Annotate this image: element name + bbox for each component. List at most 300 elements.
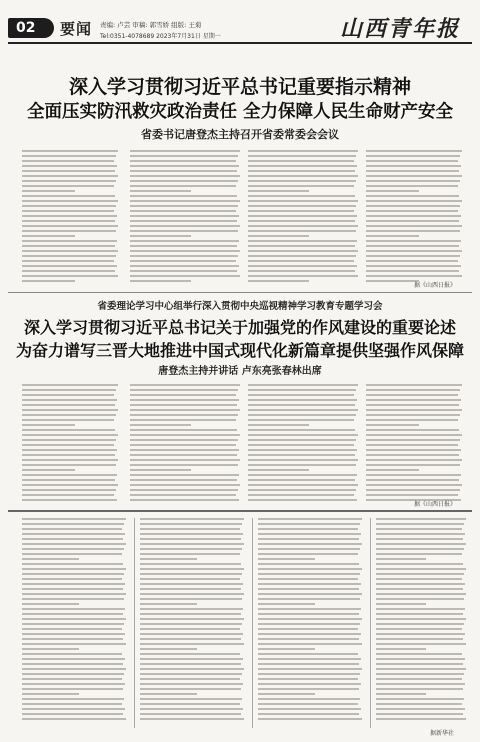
text-line xyxy=(130,494,236,496)
text-line xyxy=(366,240,461,242)
text-line xyxy=(258,578,358,580)
text-line xyxy=(130,195,237,197)
text-line xyxy=(366,444,458,446)
text-line xyxy=(130,275,240,277)
text-line xyxy=(22,230,116,232)
text-line xyxy=(22,518,126,520)
text-line xyxy=(258,613,359,615)
text-line xyxy=(248,170,355,172)
text-line xyxy=(22,424,75,426)
text-line xyxy=(248,489,356,491)
text-line xyxy=(22,155,116,157)
text-line xyxy=(258,713,359,715)
text-line xyxy=(258,583,361,585)
text-line xyxy=(366,150,462,152)
text-line xyxy=(140,523,242,525)
story2-text-bars xyxy=(366,384,462,501)
text-line xyxy=(248,180,356,182)
text-line xyxy=(258,643,362,645)
text-line xyxy=(130,155,238,157)
text-line xyxy=(140,623,242,625)
text-line xyxy=(130,439,238,441)
text-line xyxy=(366,190,419,192)
text-line xyxy=(366,429,459,431)
text-line xyxy=(140,633,243,635)
story2-source: 据《山西日报》 xyxy=(414,501,457,508)
text-line xyxy=(248,175,358,177)
text-line xyxy=(22,718,126,720)
story2-text-bars xyxy=(22,384,118,501)
text-line xyxy=(130,205,238,207)
text-line xyxy=(130,150,240,152)
text-line xyxy=(22,250,118,252)
section-name: 要闻 xyxy=(60,20,93,38)
text-line xyxy=(22,484,118,486)
text-line xyxy=(248,424,309,426)
text-line xyxy=(130,255,238,257)
text-line xyxy=(248,419,354,421)
text-line xyxy=(130,160,236,162)
text-line xyxy=(248,185,354,187)
text-line xyxy=(22,414,116,416)
text-line xyxy=(130,210,236,212)
text-line xyxy=(248,494,354,496)
text-line xyxy=(140,578,240,580)
text-line xyxy=(258,658,361,660)
story1-subhead: 省委书记唐登杰主持召开省委常委会会议 xyxy=(141,128,339,141)
text-line xyxy=(248,389,356,391)
text-line xyxy=(22,175,118,177)
text-line xyxy=(22,225,118,227)
text-line xyxy=(22,668,126,670)
text-line xyxy=(258,523,360,525)
text-line xyxy=(366,280,419,282)
text-line xyxy=(258,683,361,685)
text-line xyxy=(376,588,463,590)
text-line xyxy=(140,563,241,565)
text-line xyxy=(130,240,239,242)
text-line xyxy=(376,703,462,705)
text-line xyxy=(22,190,75,192)
text-line xyxy=(376,583,465,585)
text-line xyxy=(22,673,124,675)
text-line xyxy=(22,459,118,461)
text-line xyxy=(258,553,358,555)
text-line xyxy=(376,528,462,530)
text-line xyxy=(22,404,115,406)
story2-headline-line1: 深入学习贯彻习近平总书记关于加强党的作风建设的重要论述 xyxy=(23,318,456,337)
text-line xyxy=(22,454,115,456)
text-line xyxy=(376,718,466,720)
story-divider xyxy=(8,510,472,512)
text-line xyxy=(366,155,460,157)
text-line xyxy=(376,548,464,550)
text-line xyxy=(22,265,117,267)
text-line xyxy=(258,633,361,635)
text-line xyxy=(248,270,355,272)
text-line xyxy=(22,563,123,565)
text-line xyxy=(130,429,237,431)
text-line xyxy=(22,548,124,550)
text-line xyxy=(248,429,355,431)
text-line xyxy=(140,663,241,665)
text-line xyxy=(366,389,460,391)
text-line xyxy=(22,434,118,436)
text-line xyxy=(376,618,466,620)
text-line xyxy=(258,518,362,520)
text-line xyxy=(22,553,122,555)
text-line xyxy=(22,603,79,605)
story2-headline-line2: 为奋力谱写三晋大地推进中国式现代化新篇章提供坚强作风保障 xyxy=(15,341,464,360)
text-line xyxy=(248,220,355,222)
text-line xyxy=(130,414,238,416)
text-line xyxy=(366,384,462,386)
text-line xyxy=(248,230,356,232)
text-line xyxy=(376,638,463,640)
text-line xyxy=(22,200,118,202)
text-line xyxy=(258,568,362,570)
text-line xyxy=(22,638,123,640)
text-line xyxy=(130,180,238,182)
text-line xyxy=(22,568,126,570)
text-line xyxy=(22,693,79,695)
text-line xyxy=(140,683,243,685)
text-line xyxy=(140,583,243,585)
text-line xyxy=(22,578,122,580)
text-line xyxy=(376,673,464,675)
text-line xyxy=(130,419,236,421)
text-line xyxy=(258,608,361,610)
text-line xyxy=(248,449,357,451)
story3-source: 据新华社 xyxy=(430,730,455,737)
text-line xyxy=(130,464,238,466)
editor-credits: 责编: 卢芸 审稿: 郭雪娇 组版: 王菊 xyxy=(100,21,202,29)
text-line xyxy=(366,399,461,401)
text-line xyxy=(376,558,426,560)
text-line xyxy=(258,603,315,605)
story1-text-bars xyxy=(130,150,240,282)
text-line xyxy=(376,643,466,645)
text-line xyxy=(140,713,241,715)
text-line xyxy=(248,439,356,441)
text-line xyxy=(258,573,360,575)
text-line xyxy=(130,165,239,167)
text-line xyxy=(130,389,238,391)
text-line xyxy=(22,419,114,421)
text-line xyxy=(366,225,462,227)
text-line xyxy=(130,170,237,172)
text-line xyxy=(22,449,117,451)
text-line xyxy=(376,693,426,695)
text-line xyxy=(140,613,241,615)
text-line xyxy=(258,533,361,535)
story2-column-2 xyxy=(130,384,240,501)
text-line xyxy=(130,265,239,267)
text-line xyxy=(366,205,460,207)
text-line xyxy=(258,653,358,655)
text-line xyxy=(140,553,240,555)
text-line xyxy=(22,633,125,635)
text-line xyxy=(376,648,426,650)
text-line xyxy=(130,474,239,476)
text-line xyxy=(366,409,462,411)
text-line xyxy=(366,165,461,167)
text-line xyxy=(376,578,462,580)
text-line xyxy=(130,384,240,386)
column-rule xyxy=(252,518,253,728)
text-line xyxy=(366,210,458,212)
text-line xyxy=(376,678,462,680)
text-line xyxy=(140,598,242,600)
text-line xyxy=(366,419,458,421)
text-line xyxy=(248,160,354,162)
text-line xyxy=(22,618,126,620)
text-line xyxy=(140,548,242,550)
text-line xyxy=(366,250,462,252)
story1-column-2 xyxy=(130,150,240,282)
text-line xyxy=(130,424,191,426)
text-line xyxy=(140,643,244,645)
text-line xyxy=(376,518,466,520)
text-line xyxy=(258,638,359,640)
text-line xyxy=(130,175,240,177)
text-line xyxy=(376,608,465,610)
text-line xyxy=(366,414,460,416)
text-line xyxy=(248,394,354,396)
text-line xyxy=(130,220,237,222)
story3-text-bars xyxy=(140,518,244,720)
text-line xyxy=(140,678,240,680)
story1-column-3 xyxy=(248,150,358,282)
text-line xyxy=(130,434,240,436)
story3-column-3 xyxy=(258,518,362,720)
text-line xyxy=(130,394,236,396)
text-line xyxy=(22,528,122,530)
text-line xyxy=(376,623,464,625)
text-line xyxy=(22,533,125,535)
header-rule xyxy=(8,42,472,44)
text-line xyxy=(22,494,114,496)
story2-column-4 xyxy=(366,384,462,501)
text-line xyxy=(248,474,357,476)
text-line xyxy=(140,543,244,545)
story2-text-bars xyxy=(248,384,358,501)
text-line xyxy=(22,598,124,600)
text-line xyxy=(22,195,115,197)
page-number: 02 xyxy=(8,18,54,38)
text-line xyxy=(248,399,357,401)
text-line xyxy=(248,260,354,262)
text-line xyxy=(248,280,309,282)
text-line xyxy=(366,170,459,172)
text-line xyxy=(22,663,123,665)
text-line xyxy=(140,538,241,540)
text-line xyxy=(248,409,358,411)
text-line xyxy=(140,673,242,675)
text-line xyxy=(22,703,122,705)
text-line xyxy=(140,568,244,570)
text-line xyxy=(366,424,419,426)
text-line xyxy=(258,593,362,595)
text-line xyxy=(22,698,124,700)
text-line xyxy=(258,623,360,625)
story2-text-bars xyxy=(130,384,240,501)
text-line xyxy=(258,563,359,565)
text-line xyxy=(22,185,114,187)
text-line xyxy=(22,469,75,471)
text-line xyxy=(376,663,463,665)
text-line xyxy=(22,220,115,222)
text-line xyxy=(22,583,125,585)
text-line xyxy=(376,568,466,570)
story3-text-bars xyxy=(22,518,126,720)
text-line xyxy=(366,245,459,247)
text-line xyxy=(22,489,116,491)
text-line xyxy=(248,245,355,247)
text-line xyxy=(258,693,315,695)
text-line xyxy=(376,713,463,715)
text-line xyxy=(258,598,360,600)
text-line xyxy=(22,240,117,242)
text-line xyxy=(366,215,461,217)
text-line xyxy=(140,648,197,650)
story2-kicker: 省委理论学习中心组举行深入贯彻中央巡视精神学习教育专题学习会 xyxy=(97,301,383,312)
story3-text-bars xyxy=(258,518,362,720)
text-line xyxy=(22,394,114,396)
text-line xyxy=(376,603,426,605)
issue-date: Tel:0351-4078689 2023年7月31日 星期一 xyxy=(100,33,221,40)
text-line xyxy=(22,573,124,575)
text-line xyxy=(258,668,362,670)
text-line xyxy=(130,250,240,252)
text-line xyxy=(376,633,465,635)
text-line xyxy=(248,210,354,212)
text-line xyxy=(248,240,357,242)
text-line xyxy=(22,543,126,545)
story-divider xyxy=(8,292,472,293)
text-line xyxy=(22,653,122,655)
text-line xyxy=(22,713,123,715)
text-line xyxy=(366,265,461,267)
text-line xyxy=(248,479,355,481)
text-line xyxy=(22,165,117,167)
text-line xyxy=(366,195,459,197)
text-line xyxy=(140,688,241,690)
text-line xyxy=(22,429,115,431)
text-line xyxy=(140,708,243,710)
text-line xyxy=(366,489,460,491)
text-line xyxy=(366,185,458,187)
text-line xyxy=(248,464,356,466)
text-line xyxy=(130,245,237,247)
text-line xyxy=(140,653,240,655)
text-line xyxy=(376,598,464,600)
text-line xyxy=(140,628,240,630)
text-line xyxy=(366,260,458,262)
text-line xyxy=(22,648,79,650)
text-line xyxy=(258,673,360,675)
text-line xyxy=(366,270,459,272)
text-line xyxy=(22,708,125,710)
text-line xyxy=(22,588,123,590)
text-line xyxy=(140,693,197,695)
text-line xyxy=(376,563,463,565)
text-line xyxy=(376,628,462,630)
text-line xyxy=(258,663,359,665)
text-line xyxy=(366,160,458,162)
text-line xyxy=(248,265,357,267)
text-line xyxy=(22,499,117,501)
text-line xyxy=(22,464,116,466)
text-line xyxy=(22,608,125,610)
text-line xyxy=(22,479,115,481)
text-line xyxy=(22,170,115,172)
text-line xyxy=(130,200,240,202)
text-line xyxy=(22,628,122,630)
text-line xyxy=(376,653,462,655)
text-line xyxy=(130,444,236,446)
story1-source: 据《山西日报》 xyxy=(414,282,457,289)
text-line xyxy=(376,573,464,575)
story1-column-4 xyxy=(366,150,462,282)
text-line xyxy=(22,678,122,680)
text-line xyxy=(140,518,244,520)
text-line xyxy=(258,648,315,650)
story2-column-1 xyxy=(22,384,118,501)
text-line xyxy=(248,225,358,227)
text-line xyxy=(366,494,458,496)
text-line xyxy=(22,623,124,625)
text-line xyxy=(140,668,244,670)
text-line xyxy=(22,409,118,411)
text-line xyxy=(258,678,358,680)
story1-text-bars xyxy=(366,150,462,282)
page-header xyxy=(0,0,480,40)
text-line xyxy=(22,270,115,272)
text-line xyxy=(22,245,115,247)
text-line xyxy=(140,528,240,530)
story3-column-1 xyxy=(22,518,126,720)
text-line xyxy=(258,718,362,720)
text-line xyxy=(366,464,460,466)
text-line xyxy=(130,459,240,461)
text-line xyxy=(22,643,126,645)
text-line xyxy=(22,180,116,182)
text-line xyxy=(248,499,357,501)
story1-column-1 xyxy=(22,150,118,282)
text-line xyxy=(366,230,460,232)
text-line xyxy=(366,469,419,471)
text-line xyxy=(22,210,114,212)
text-line xyxy=(22,399,117,401)
text-line xyxy=(248,444,354,446)
text-line xyxy=(22,558,79,560)
text-line xyxy=(376,658,465,660)
text-line xyxy=(140,718,244,720)
text-line xyxy=(22,215,117,217)
text-line xyxy=(140,658,243,660)
text-line xyxy=(258,688,359,690)
text-line xyxy=(366,394,458,396)
text-line xyxy=(22,275,118,277)
text-line xyxy=(366,439,460,441)
text-line xyxy=(130,270,237,272)
text-line xyxy=(140,533,243,535)
text-line xyxy=(366,484,462,486)
story3-text-bars xyxy=(376,518,466,720)
text-line xyxy=(140,588,241,590)
text-line xyxy=(130,409,240,411)
